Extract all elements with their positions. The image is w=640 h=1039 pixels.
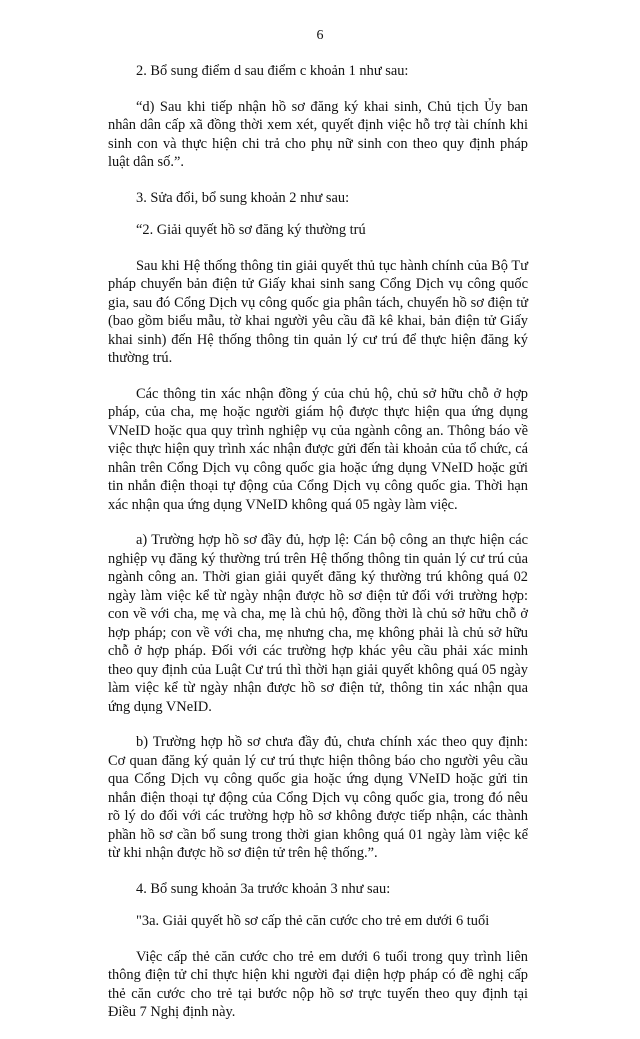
section-2-paragraph-1: Sau khi Hệ thống thông tin giải quyết thủ tục hành chính của Bộ Tư pháp chuyển bản điện tử Giấy khai sinh sang Cổng Dịch vụ công quốc gia, sau đó Cổng Dịch vụ công quốc gia phân tách, chuyển hồ sơ điện tử (bao gồm biểu mẫu, tờ khai người yêu cầu đã kê khai, bản điện tử Giấy khai sinh) đến Hệ thống thông tin quản lý cư trú để thực hiện đăng ký thường trú.: [108, 257, 528, 366]
section-2-point-b: b) Trường hợp hồ sơ chưa đầy đủ, chưa chính xác theo quy định: Cơ quan đăng ký quản lý cư trú thực hiện thông báo cho người yêu cầu qua Cổng Dịch vụ công quốc gia hoặc ứng dụng VNeID hoặc gửi tin nhắn điện thoại tự động của Cổng Dịch vụ công quốc gia, trong đó nêu rõ lý do đối với các trường hợp hồ sơ không được tiếp nhận, các thành phần hồ sơ cần bổ sung trong thời gian không quá 01 ngày làm việc kể từ khi nhận được hồ sơ điện tử trên hệ thống.”.: [108, 734, 528, 861]
section-2-paragraph-2: Các thông tin xác nhận đồng ý của chủ hộ, chủ sở hữu chỗ ở hợp pháp, của cha, mẹ hoặc người giám hộ được thực hiện qua ứng dụng VNeID hoặc qua quy trình nghiệp vụ của ngành công an. Thông báo về việc thực hiện quy trình xác nhận được gửi đến tài khoản của tổ chức, cá nhân trên Cổng Dịch vụ công quốc gia hoặc ứng dụng VNeID hoặc gửi tin nhắn điện thoại tự động của Cổng Dịch vụ công quốc gia. Thời hạn xác nhận qua ứng dụng VNeID không quá 05 ngày làm việc.: [108, 385, 528, 513]
amendment-heading-4: 4. Bổ sung khoản 3a trước khoản 3 như sau:: [136, 880, 391, 897]
section-3a-title: "3a. Giải quyết hồ sơ cấp thẻ căn cước cho trẻ em dưới 6 tuổi: [136, 913, 490, 929]
section-3a-paragraph-1: Việc cấp thẻ căn cước cho trẻ em dưới 6 tuổi trong quy trình liên thông điện tử chỉ thực hiện khi người đại diện hợp pháp có đề nghị cấp thẻ căn cước cho trẻ tại bước nộp hồ sơ trực tuyến theo quy định tại Điều 7 Nghị định này.: [108, 948, 528, 1020]
page-number: 6: [316, 28, 324, 43]
clause-d-text: “d) Sau khi tiếp nhận hồ sơ đăng ký khai sinh, Chủ tịch Ủy ban nhân dân cấp xã đồng thời xem xét, quyết định việc hỗ trợ tài chính khi sinh con và thực hiện chi trả cho phụ nữ sinh con theo quy định pháp luật dân số.”.: [108, 98, 528, 170]
section-2-title: “2. Giải quyết hồ sơ đăng ký thường trú: [136, 222, 366, 238]
document-body: [108, 62, 528, 1039]
section-2-point-a: a) Trường hợp hồ sơ đầy đủ, hợp lệ: Cán bộ công an thực hiện các nghiệp vụ đăng ký thường trú trên Hệ thống thông tin quản lý cư trú của ngành công an. Thời gian giải quyết đăng ký thường trú không quá 02 ngày làm việc kể từ ngày nhận được hồ sơ điện tử đối với trường hợp: con về với cha, mẹ và cha, mẹ là chủ hộ, đồng thời là chủ sở hữu chỗ ở hợp pháp; con về với cha, mẹ nhưng cha, mẹ không phải là chủ sở hữu chỗ ở hợp pháp. Đối với các trường hợp khác yêu cầu phải xác minh theo quy định của Luật Cư trú thì thời hạn giải quyết không quá 05 ngày làm việc kể từ ngày nhận được hồ sơ điện tử, thông tin xác nhận qua ứng dụng VNeID.: [108, 532, 528, 715]
amendment-heading-3: 3. Sửa đổi, bổ sung khoản 2 như sau:: [136, 189, 350, 206]
amendment-heading-2: 2. Bổ sung điểm d sau điểm c khoản 1 như sau:: [136, 63, 409, 79]
